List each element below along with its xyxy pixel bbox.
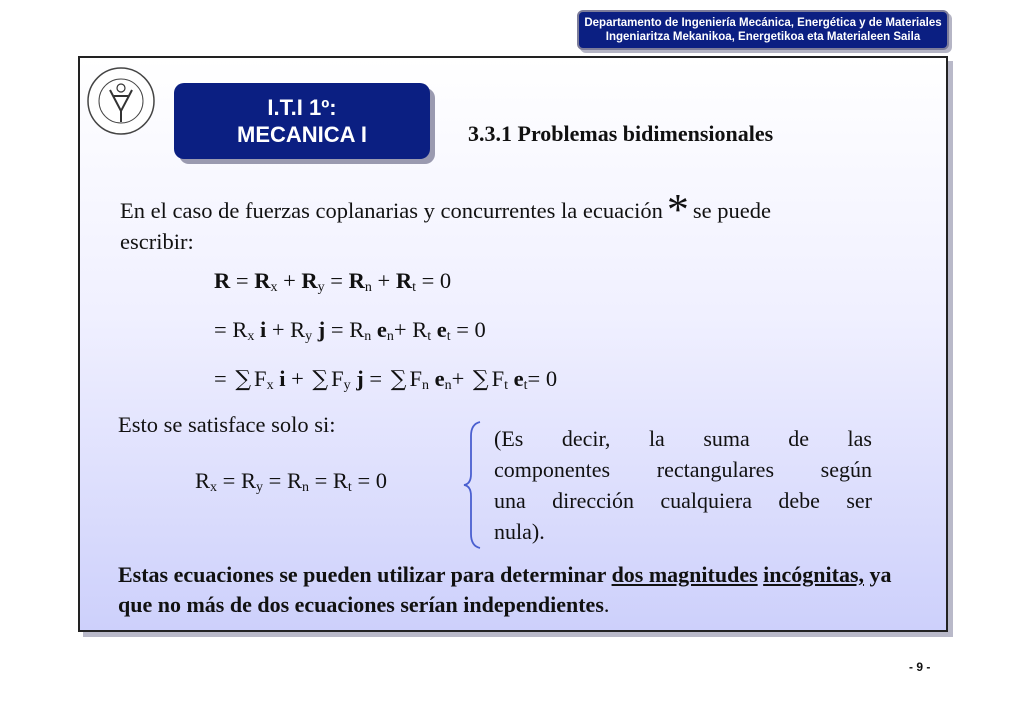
condition-label: Esto se satisface solo si: <box>118 412 336 437</box>
conclusion-text-2: ya que no más de dos ecuaciones serían independientes <box>118 562 892 617</box>
eq1-plus: + <box>277 268 302 293</box>
eq1-equals: = <box>230 268 255 293</box>
eq2-plus-2: + R <box>393 317 428 342</box>
equation-line-1 <box>214 268 451 296</box>
eq2-unit-en-sub: n <box>386 329 394 344</box>
cond-eq1: = <box>217 468 241 493</box>
eq3-unit-en-sub: n <box>444 378 452 393</box>
department-line-2: Ingeniaritza Mekanikoa, Energetikoa eta Materialeen Saila <box>605 31 921 43</box>
course-line-1: I.T.I 1º: <box>267 95 337 120</box>
eq2-start: = R <box>214 317 248 342</box>
eq1-sub-x: x <box>270 280 278 295</box>
course-line-2: MECANICA I <box>237 122 367 147</box>
eq3-unit-j: j <box>350 366 370 391</box>
eq3-plus: + <box>291 366 310 391</box>
cond-eq2: = <box>262 468 287 493</box>
note-line-1: (Es decir, la suma de las <box>494 426 872 451</box>
left-brace-icon <box>462 420 484 550</box>
sum-icon: ∑ <box>472 367 489 392</box>
cond-sub-n: n <box>301 480 309 495</box>
note-paragraph <box>494 423 872 547</box>
eq2-unit-i: i <box>254 317 272 342</box>
page-number: - 9 - <box>909 660 931 674</box>
note-line-4: nula). <box>494 519 545 544</box>
eq3-Ft: F <box>491 366 505 391</box>
eq3-equals: = <box>369 366 388 391</box>
note-line-2: componentes rectangulares según <box>494 457 872 482</box>
eq3-unit-et-sub: t <box>523 378 528 393</box>
eq3-end: = 0 <box>527 366 558 391</box>
department-line-1: Departamento de Ingeniería Mecánica, Energética y de Materiales <box>584 17 942 29</box>
eq3-Fx: F <box>254 366 267 391</box>
eq3-unit-et: e <box>508 366 524 391</box>
conclusion-end: . <box>603 592 610 617</box>
cond-sub-x: x <box>210 480 218 495</box>
eq3-sub-y: y <box>343 378 351 393</box>
equation-line-3 <box>214 366 557 394</box>
eq3-sub-x: x <box>266 378 274 393</box>
cond-sub-t: t <box>347 480 352 495</box>
intro-text-1: En el caso de fuerzas coplanarias y concurrentes la ecuación <box>120 198 663 223</box>
eq3-start: = <box>214 366 233 391</box>
sum-icon: ∑ <box>312 367 329 392</box>
department-banner <box>577 10 949 50</box>
sum-icon: ∑ <box>390 367 407 392</box>
course-badge <box>174 83 430 159</box>
cond-R3: R <box>286 468 302 493</box>
eq2-sub-t: t <box>427 329 432 344</box>
conclusion-text-1: Estas ecuaciones se pueden utilizar para determinar <box>118 562 612 587</box>
note-line-3: una dirección cualquiera debe ser <box>494 488 872 513</box>
eq3-plus-2: + <box>451 366 470 391</box>
eq2-unit-en: e <box>371 317 387 342</box>
intro-line-1 <box>120 185 771 234</box>
eq2-unit-et-sub: t <box>446 329 451 344</box>
eq1-sub-n: n <box>364 280 372 295</box>
section-title: 3.3.1 Problemas bidimensionales <box>468 121 774 146</box>
cond-R4: R <box>332 468 348 493</box>
cond-R1: R <box>195 468 211 493</box>
eq2-equals: = R <box>330 317 365 342</box>
eq2-sub-n: n <box>364 329 372 344</box>
eq1-Rn: R <box>348 268 365 293</box>
eq3-sub-n: n <box>421 378 429 393</box>
intro-text-2: se puede <box>692 198 771 223</box>
intro-line-2: escribir: <box>120 229 194 254</box>
eq1-sub-y: y <box>317 280 325 295</box>
eq3-sub-t: t <box>504 378 509 393</box>
eq2-end: = 0 <box>450 317 486 342</box>
sum-icon: ∑ <box>235 367 252 392</box>
conclusion-paragraph <box>118 560 900 620</box>
conclusion-underlined-1: dos magnitudes <box>611 562 758 587</box>
asterisk-reference: * <box>666 185 689 234</box>
eq1-sub-t: t <box>412 280 416 295</box>
eq1-R: R <box>214 268 231 293</box>
eq3-unit-en: e <box>428 366 445 391</box>
university-seal-icon <box>86 66 156 136</box>
conclusion-underlined-2: incógnitas, <box>763 562 865 587</box>
equation-line-2 <box>214 317 486 345</box>
eq3-Fy: F <box>331 366 344 391</box>
eq1-Ry: R <box>301 268 318 293</box>
eq2-unit-j: j <box>312 317 331 342</box>
cond-R2: R <box>240 468 256 493</box>
condition-equation <box>195 468 387 496</box>
cond-end: = 0 <box>351 468 388 493</box>
eq1-Rt: R <box>395 268 413 293</box>
eq1-equals-2: = <box>324 268 349 293</box>
eq2-sub-x: x <box>247 329 255 344</box>
cond-eq3: = <box>308 468 333 493</box>
eq1-end: = 0 <box>415 268 452 293</box>
eq1-Rx: R <box>254 268 271 293</box>
eq3-unit-i: i <box>273 366 292 391</box>
eq2-plus: + R <box>271 317 306 342</box>
cond-sub-y: y <box>255 480 263 495</box>
eq2-sub-y: y <box>305 329 313 344</box>
eq3-Fn: F <box>409 366 422 391</box>
eq1-plus-2: + <box>371 268 396 293</box>
eq2-unit-et: e <box>431 317 447 342</box>
